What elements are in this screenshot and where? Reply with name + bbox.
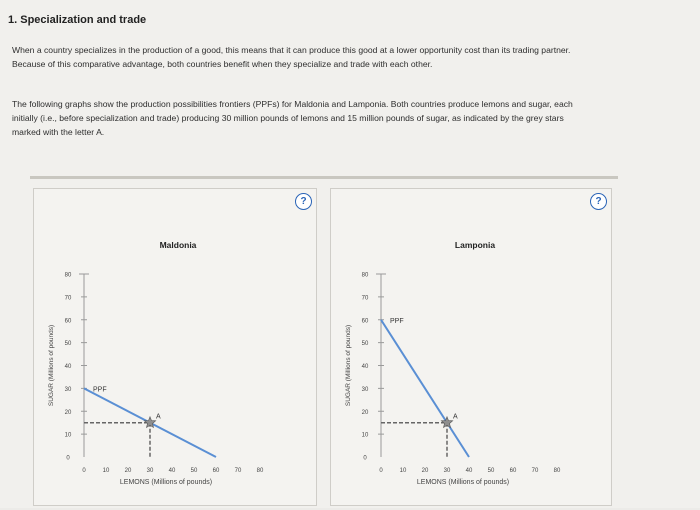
x-axis-label: LEMONS (Millions of pounds): [119, 479, 213, 486]
section-title: 1. Specialization and trade: [8, 14, 147, 26]
lamponia-graph-panel: [330, 188, 612, 506]
y-tick-label: 80: [64, 272, 72, 279]
graphs-line: marked with the letter A.: [12, 127, 105, 137]
y-tick-label: 40: [64, 364, 72, 370]
y-axis-label: SUGAR (Millions of pounds): [48, 324, 55, 407]
intro-line: Because of this comparative advantage, both countries benefit when they specialize and trade with each other.: [12, 59, 433, 69]
chart-title: Maldonia: [159, 240, 197, 250]
y-tick-label: 20: [361, 409, 369, 416]
intro-line: When a country specializes in the production of a good, this means that it can produce this good at a lower opportunity cost than its trading partner.: [12, 45, 571, 55]
x-tick-label: 70: [234, 468, 242, 474]
x-tick-label: 60: [212, 468, 220, 474]
x-tick-label: 50: [190, 468, 198, 474]
x-tick-label: 80: [256, 468, 264, 474]
x-tick-label: 30: [146, 468, 154, 474]
y-tick-label: 20: [64, 409, 72, 416]
point-a-label: A: [156, 413, 161, 421]
x-axis-label: LEMONS (Millions of pounds): [416, 479, 510, 486]
x-tick-label: 20: [421, 468, 429, 474]
graphs-line: initially (i.e., before specialization and trade) producing 30 million pounds of lemons and 15 million pounds of sugar, as indicated by the grey stars: [12, 113, 564, 123]
y-tick-label: 60: [64, 318, 72, 325]
x-tick-label: 80: [553, 468, 561, 474]
y-tick-label: 80: [361, 272, 369, 279]
x-tick-label: 20: [124, 468, 132, 474]
y-tick-label: 70: [64, 295, 72, 302]
y-tick-label: 70: [361, 295, 369, 302]
divider: [30, 176, 618, 179]
chart-title: Lamponia: [454, 240, 496, 250]
maldonia-graph-panel: [33, 188, 317, 506]
x-tick-label: 40: [168, 468, 176, 474]
x-tick-label: 60: [509, 468, 517, 474]
y-tick-label: 60: [361, 318, 369, 325]
y-tick-label: 30: [64, 386, 72, 393]
ppf-label: PPF: [390, 317, 404, 325]
y-axis-label: SUGAR (Millions of pounds): [345, 324, 352, 407]
x-tick-label: 40: [465, 468, 473, 474]
help-button[interactable]: ?: [590, 193, 607, 210]
x-tick-label: 70: [531, 468, 539, 474]
help-button[interactable]: ?: [295, 193, 312, 210]
y-tick-label: 0: [363, 455, 367, 462]
point-a-label: A: [453, 413, 458, 421]
x-tick-label: 0: [82, 468, 86, 474]
graphs-line: The following graphs show the production possibilities frontiers (PPFs) for Maldonia and Lamponia. Both countries produce lemons and sugar, each: [12, 99, 573, 109]
y-tick-label: 10: [361, 432, 369, 439]
ppf-label: PPF: [93, 386, 107, 394]
x-tick-label: 10: [102, 468, 110, 474]
y-tick-label: 50: [64, 341, 72, 348]
x-tick-label: 10: [399, 468, 407, 474]
y-tick-label: 30: [361, 386, 369, 393]
y-tick-label: 50: [361, 341, 369, 348]
maldonia-ppf-chart[interactable]: [34, 189, 316, 505]
graphs-paragraph: [12, 97, 696, 139]
intro-paragraph: [12, 43, 696, 71]
x-tick-label: 50: [487, 468, 495, 474]
y-tick-label: 10: [64, 432, 72, 439]
y-tick-label: 40: [361, 364, 369, 370]
x-tick-label: 30: [443, 468, 451, 474]
lamponia-ppf-chart[interactable]: [331, 189, 611, 505]
y-tick-label: 0: [66, 455, 70, 462]
x-tick-label: 0: [379, 468, 383, 474]
ppf-line: [381, 317, 469, 457]
